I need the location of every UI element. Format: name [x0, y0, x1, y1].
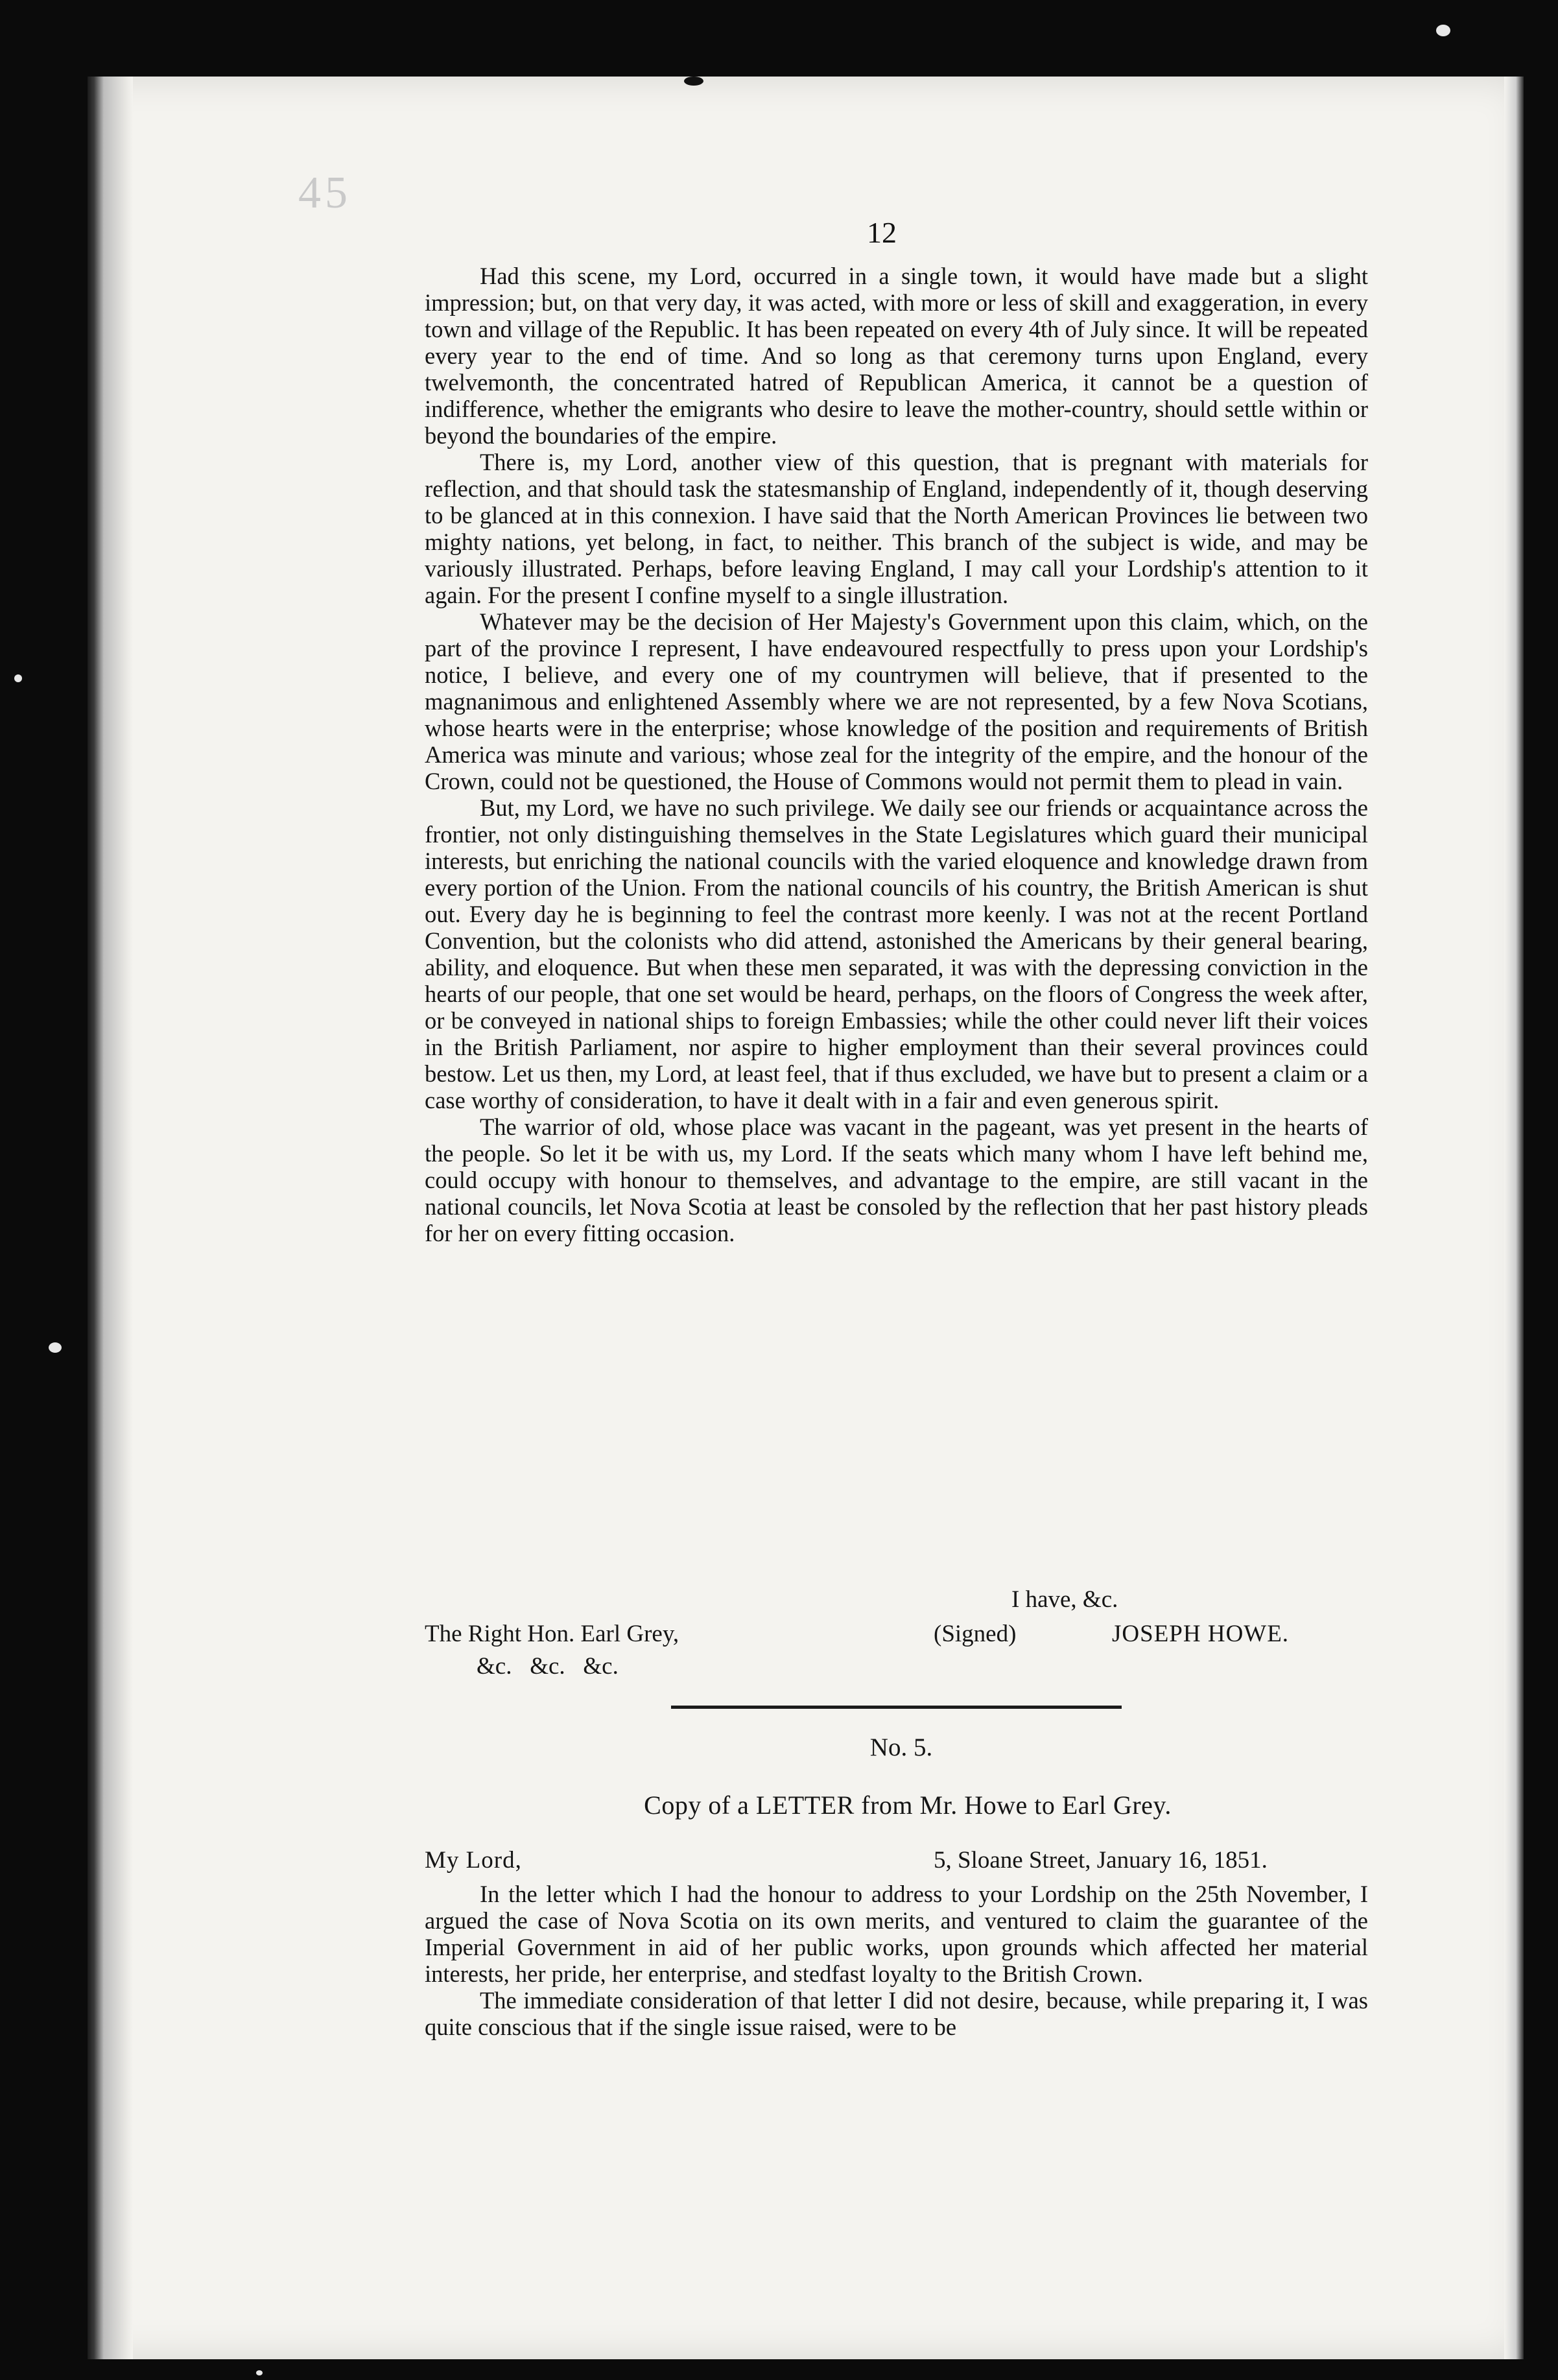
document-number: No. 5.	[869, 1733, 933, 1761]
paragraph: Whatever may be the decision of Her Majesty's Government upon this claim, which, on the part of the province I represent, I have endeavoured respectfully to press upon your Lordship's notice, I believe, and every one of my countrymen will believe, that if presented to the magnanimous and enlightened Assembly where we are not represented, by a few Nova Scotians, whose hearts were in the enterprise; whose knowledge of the position and requirements of British America was minute and various; whose zeal for the integrity of the empire, and the honour of the Crown, could not be questioned, the House of Commons would not permit them to plead in vain.	[425, 608, 1368, 794]
salutation: My Lord,	[425, 1847, 522, 1874]
paragraph: The warrior of old, whose place was vacant in the pageant, was yet present in the hearts of the people. So let it be with us, my Lord. If the seats which many whom I have left behind me, could occupy with honour to themselves, and advantage to the empire, are still vacant in the national councils, let Nova Scotia at least be consoled by the reflection that her past history pleads for her on every fitting occasion.	[425, 1113, 1368, 1246]
closing-line: I have, &c.	[1011, 1586, 1118, 1613]
binding-gutter	[88, 77, 133, 2359]
dateline: 5, Sloane Street, January 16, 1851.	[934, 1847, 1268, 1874]
paragraph: But, my Lord, we have no such privilege. We daily see our friends or acquaintance across the frontier, not only distinguishing themselves in the State Legislatures which guard their municipal interests, but enriching the national councils with the varied eloquence and knowledge drawn from every portion of the Union. From the national councils of his country, the British American is shut out. Every day he is beginning to feel the contrast more keenly. I was not at the recent Portland Convention, but the colonists who did attend, astonished the Americans by their general bearing, ability, and eloquence. But when these men separated, it was with the depressing conviction in the hearts of our people, that one set would be heard, perhaps, on the floors of Congress the week after, or be conveyed in national ships to foreign Embassies; while the other could never lift their voices in the British Parliament, nor aspire to higher employment than their several provinces could bestow. Let us then, my Lord, at least feel, that if thus excluded, we have but to present a claim or a case worthy of consideration, to have it dealt with in a fair and even generous spirit.	[425, 794, 1368, 1113]
section-divider	[671, 1706, 1122, 1709]
addressee-etc-line: &c. &c. &c.	[477, 1653, 619, 1680]
page-number: 12	[867, 216, 897, 249]
signed-label: (Signed)	[934, 1621, 1017, 1647]
page-edge	[1504, 77, 1524, 2359]
paragraph: There is, my Lord, another view of this question, that is pregnant with materials for reflection, and that should task the statesmanship of England, independently of it, though deserving to be glanced at in this connexion. I have said that the North American Provinces lie between two mighty nations, yet belong, in fact, to neither. This branch of the subject is wide, and may be variously illustrated. Perhaps, before leaving England, I may call your Lordship's attention to it again. For the present I confine myself to a single illustration.	[425, 449, 1368, 608]
signature: JOSEPH HOWE.	[1112, 1621, 1290, 1647]
addressee-line: The Right Hon. Earl Grey,	[425, 1621, 679, 1647]
second-letter-body	[425, 1881, 1368, 2040]
paragraph: In the letter which I had the honour to address to your Lordship on the 25th November, I argued the case of Nova Scotia on its own merits, and ventured to claim the guarantee of the Imperial Government in aid of her public works, upon grounds which affected her material interests, her pride, her enterprise, and stedfast loyalty to the British Crown.	[425, 1881, 1368, 1987]
letter-body	[425, 263, 1368, 1246]
paragraph: Had this scene, my Lord, occurred in a single town, it would have made but a slight impression; but, on that very day, it was acted, with more or less of skill and exaggeration, in every town and village of the Republic. It has been repeated on every 4th of July since. It will be repeated every year to the end of time. And so long as that ceremony turns upon England, every twelvemonth, the concentrated hatred of Republican America, it cannot be a question of indifference, whether the emigrants who desire to leave the mother-country, should settle within or beyond the boundaries of the empire.	[425, 263, 1368, 449]
document-heading: Copy of a LETTER from Mr. Howe to Earl Grey.	[644, 1791, 1172, 1820]
paragraph: The immediate consideration of that letter I did not desire, because, while preparing it, I was quite conscious that if the single issue raised, were to be	[425, 1987, 1368, 2040]
pencil-page-mark: 45	[298, 168, 351, 218]
